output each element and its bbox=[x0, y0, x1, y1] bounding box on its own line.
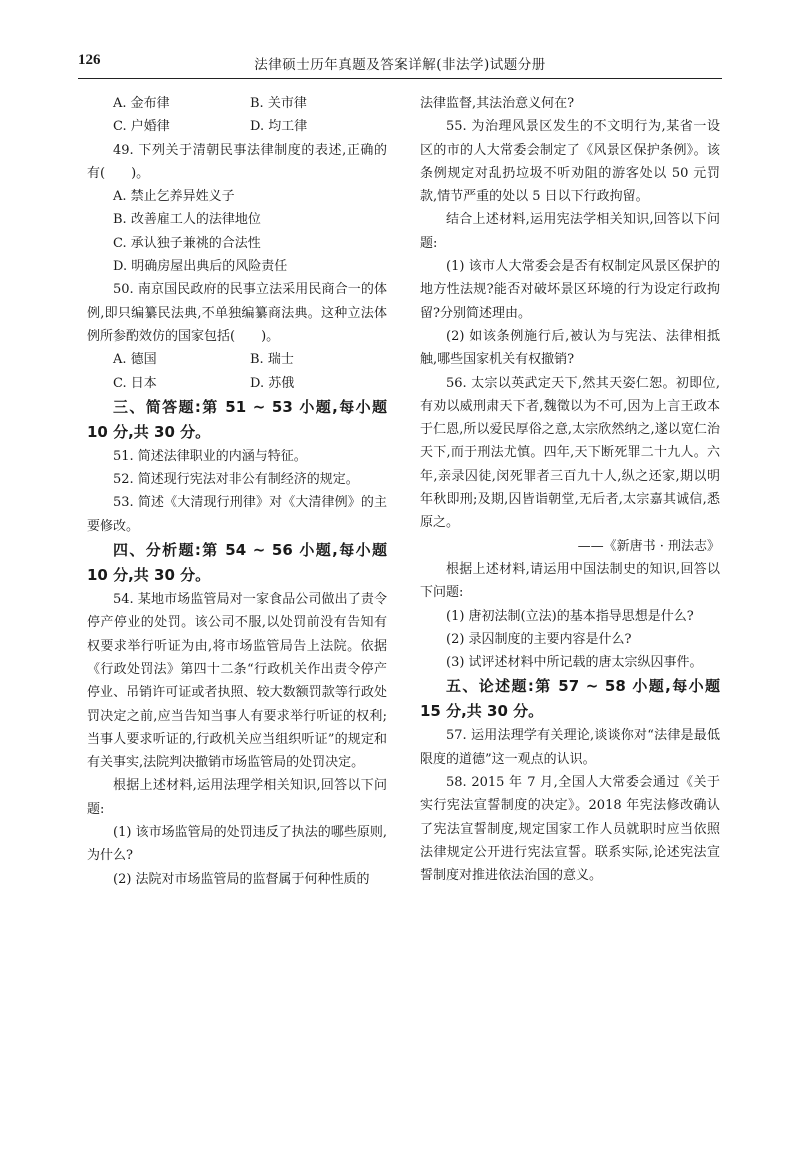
option-b: B. 关市律 bbox=[250, 96, 307, 111]
section-3-heading: 三、简答题:第 51 ~ 53 小题,每小题 10 分,共 30 分。 bbox=[87, 397, 387, 441]
right-column bbox=[420, 92, 720, 888]
option-c: C. 户婚律 bbox=[113, 119, 170, 135]
question-49-option-d: D. 明确房屋出典后的风险责任 bbox=[113, 259, 288, 275]
option-b: B. 瑞士 bbox=[250, 352, 294, 368]
option-a: A. 德国 bbox=[113, 352, 157, 368]
question-48-options-row-2 bbox=[87, 115, 387, 138]
question-55-requirement: 结合上述材料,运用宪法学相关知识,回答以下问题: bbox=[420, 212, 720, 251]
question-58: 58. 2015 年 7 月,全国人大常委会通过《关于实行宪法宣誓制度的决定》。2018 年宪法修改确认了宪法宣誓制度,规定国家工作人员就职时应当依照法律规定公开进行宪法宣誓。联系实际,论述宪法宣誓制度对推进依法治国的意义。 bbox=[420, 775, 720, 884]
question-54: 54. 某地市场监管局对一家食品公司做出了责令停产停业的处罚。该公司不服,以处罚前没有告知有权要求举行听证为由,将市场监管局告上法院。依据《行政处罚法》第四十二条“行政机关作出责令停产停业、吊销许可证或者执照、较大数额罚款等行政处罚决定之前,应当告知当事人有要求举行听证的权利;当事人要求听证的,行政机关应当组织听证”的规定和有关事实,法院判决撤销市场监管局的处罚决定。 bbox=[87, 592, 387, 771]
question-54-sub-2-continued: 法律监督,其法治意义何在? bbox=[420, 96, 575, 111]
question-50-stem: 50. 南京国民政府的民事立法采用民商合一的体例,即只编纂民法典,不单独编纂商法典。这种立法体例所参酌效仿的国家包括( )。 bbox=[87, 282, 387, 344]
question-55-sub-2: (2) 如该条例施行后,被认为与宪法、法律相抵触,哪些国家机关有权撤销? bbox=[420, 328, 720, 368]
question-49-option-b: B. 改善雇工人的法律地位 bbox=[113, 212, 261, 228]
question-49-option-c: C. 承认独子兼祧的合法性 bbox=[113, 235, 261, 251]
page-number: 126 bbox=[78, 52, 101, 68]
question-50-options-row-1 bbox=[87, 348, 387, 371]
question-54-sub-2: (2) 法院对市场监管局的监督属于何种性质的 bbox=[113, 871, 370, 887]
option-d: D. 均工律 bbox=[250, 119, 308, 135]
question-56-citation: ——《新唐书 · 刑法志》 bbox=[577, 538, 720, 554]
question-56-sub-3: (3) 试评述材料中所记载的唐太宗纵囚事件。 bbox=[446, 655, 703, 671]
question-54-sub-1: (1) 该市场监管局的处罚违反了执法的哪些原则,为什么? bbox=[87, 825, 387, 864]
book-title: 法律硕士历年真题及答案详解(非法学)试题分册 bbox=[254, 57, 546, 73]
question-50-options-row-2 bbox=[87, 372, 387, 395]
option-d: D. 苏俄 bbox=[250, 375, 295, 391]
question-55: 55. 为治理风景区发生的不文明行为,某省一设区的市的人大常委会制定了《风景区保护条例》。该条例规定对乱扔垃圾不听劝阻的游客处以 50 元罚款,情节严重的处以 5 日以下行政拘留。 bbox=[420, 119, 720, 205]
question-57: 57. 运用法理学有关理论,谈谈你对“法律是最低限度的道德”这一观点的认识。 bbox=[420, 728, 720, 767]
running-header bbox=[78, 50, 722, 79]
question-52: 52. 简述现行宪法对非公有制经济的规定。 bbox=[113, 472, 359, 488]
question-56-sub-1: (1) 唐初法制(立法)的基本指导思想是什么? bbox=[446, 608, 694, 624]
question-53: 53. 简述《大清现行刑律》对《大清律例》的主要修改。 bbox=[87, 495, 387, 534]
question-49-option-a: A. 禁止乞养异姓义子 bbox=[113, 189, 235, 205]
question-54-requirement: 根据上述材料,运用法理学相关知识,回答以下问题: bbox=[87, 778, 387, 817]
question-51: 51. 简述法律职业的内涵与特征。 bbox=[113, 448, 307, 464]
question-48-options-row-1 bbox=[87, 92, 387, 115]
question-56: 56. 太宗以英武定天下,然其天姿仁恕。初即位,有劝以威刑肃天下者,魏徵以为不可,因为上言王政本于仁恩,所以爱民厚俗之意,太宗欣然纳之,遂以宽仁治天下,而于刑法尤慎。四年,天下断死罪二十九人。六年,亲录囚徒,闵死罪者三百九十人,纵之还家,期以明年秋即刑;及期,囚皆诣朝堂,无后者,太宗嘉其诚信,悉原之。 bbox=[420, 375, 720, 531]
question-56-requirement: 根据上述材料,请运用中国法制史的知识,回答以下问题: bbox=[420, 561, 720, 601]
left-column bbox=[87, 92, 387, 891]
option-a: A. 金布律 bbox=[113, 96, 170, 111]
section-5-heading: 五、论述题:第 57 ~ 58 小题,每小题 15 分,共 30 分。 bbox=[420, 677, 720, 721]
option-c: C. 日本 bbox=[113, 375, 157, 391]
question-56-sub-2: (2) 录囚制度的主要内容是什么? bbox=[446, 631, 632, 647]
question-55-sub-1: (1) 该市人大常委会是否有权制定风景区保护的地方性法规?能否对破坏景区环境的行为设定行政拘留?分别简述理由。 bbox=[420, 259, 720, 321]
section-4-heading: 四、分析题:第 54 ~ 56 小题,每小题 10 分,共 30 分。 bbox=[87, 541, 387, 585]
question-49-stem: 49. 下列关于清朝民事法律制度的表述,正确的有( )。 bbox=[87, 142, 387, 181]
